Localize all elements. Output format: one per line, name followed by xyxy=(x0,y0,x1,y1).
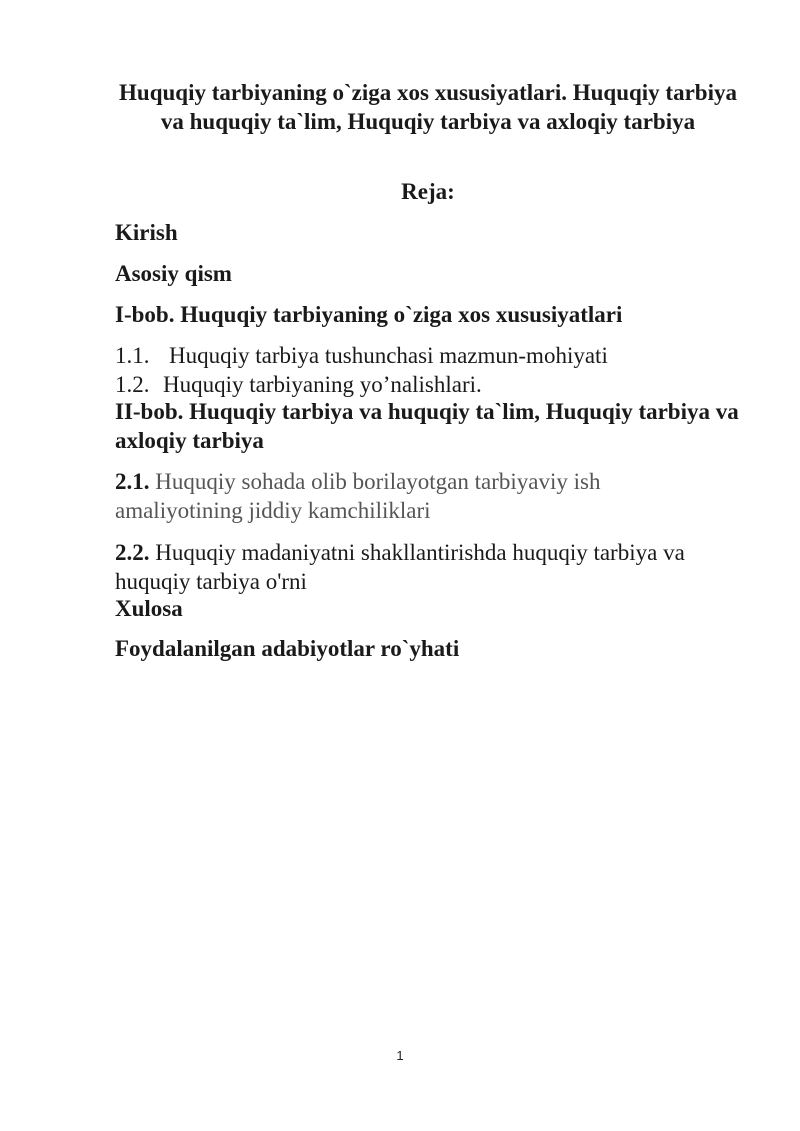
chapter1-title: I-bob. Huquqiy tarbiyaning o`ziga xos xususiyatlari xyxy=(115,302,623,327)
document-title: Huquqiy tarbiyaning o`ziga xos xususiyatlari. Huquqiy tarbiya va huquqiy ta`lim, Huquqiy tarbiya va axloqiy tarbiya xyxy=(119,80,737,134)
chapter2-item xyxy=(115,538,755,596)
item-text: Huquqiy tarbiya tushunchasi mazmun-mohiyati xyxy=(169,343,608,368)
intro-heading: Kirish xyxy=(115,220,178,245)
item-text: Huquqiy sohada olib borilayotgan tarbiyaviy ish amaliyotining jiddiy kamchiliklari xyxy=(115,469,601,523)
item-number: 2.1. xyxy=(115,469,150,494)
item-number: 1.2. xyxy=(115,372,150,397)
chapter2-title: II-bob. Huquqiy tarbiya va huquqiy ta`lim, Huquqiy tarbiya va axloqiy tarbiya xyxy=(115,399,739,453)
references-heading: Foydalanilgan adabiyotlar ro`yhati xyxy=(115,636,460,661)
chapter1-item xyxy=(115,341,755,370)
item-number: 1.1. xyxy=(115,343,150,368)
chapter2-item xyxy=(115,467,675,525)
plan-heading: Reja: xyxy=(401,179,455,204)
item-number: 2.2. xyxy=(115,540,150,565)
item-text: Huquqiy madaniyatni shakllantirishda huquqiy tarbiya va huquqiy tarbiya o'rni xyxy=(115,540,685,594)
conclusion-heading: Xulosa xyxy=(115,596,183,621)
item-text: Huquqiy tarbiyaning yo’nalishlari. xyxy=(163,372,482,397)
main-part-heading: Asosiy qism xyxy=(115,261,232,286)
chapter1-item xyxy=(115,370,755,399)
page-number: 1 xyxy=(396,1048,404,1063)
